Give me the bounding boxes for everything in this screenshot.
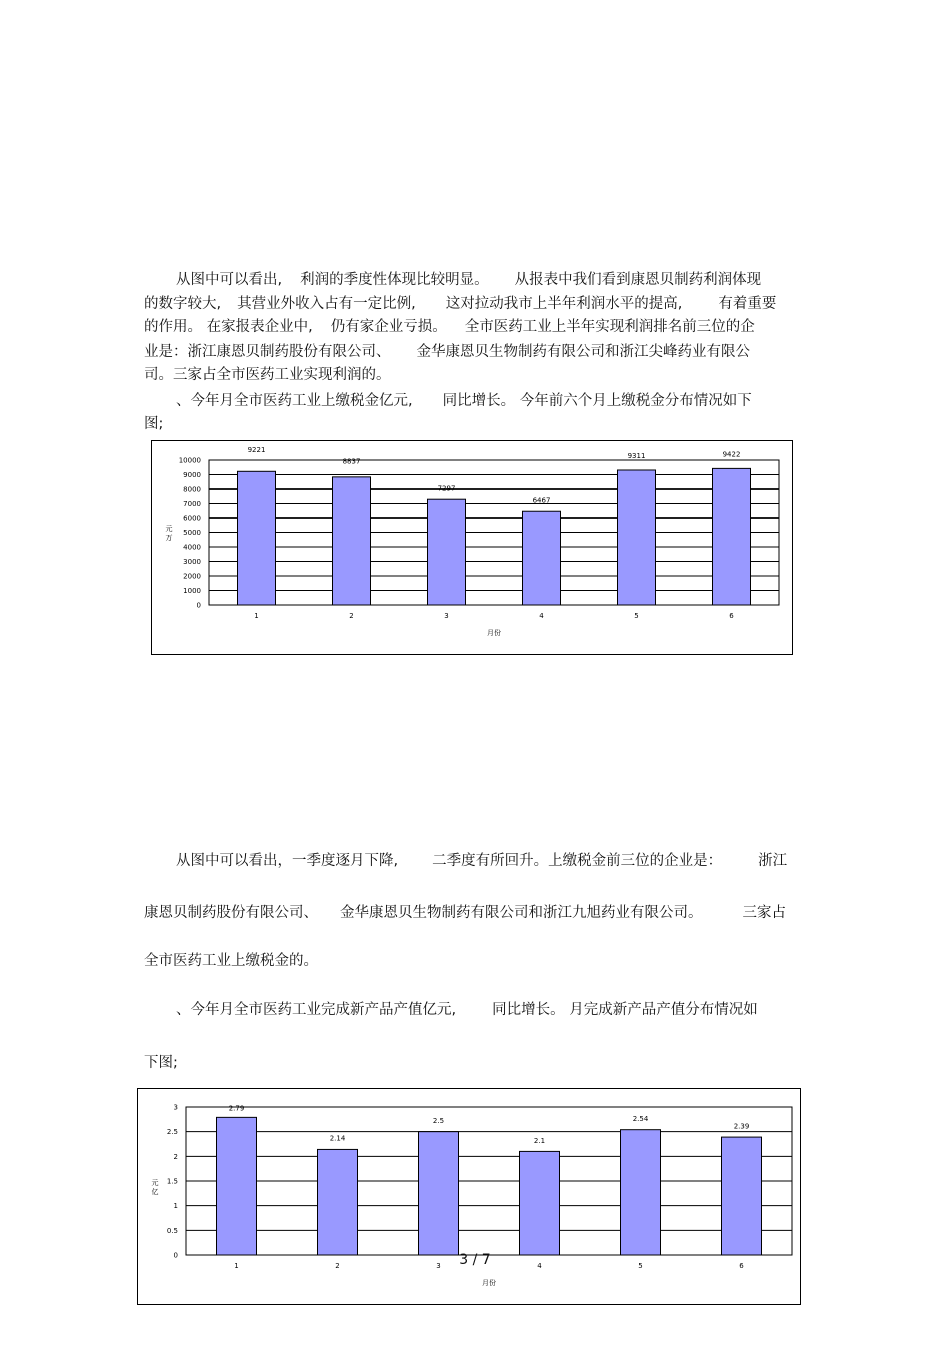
tax-chart: [151, 440, 793, 655]
bar-value-label: 9221: [247, 446, 266, 455]
para1-line3: 的作用。 在家报表企业中, 仍有家企业亏损。 全市医药工业上半年实现利润排名前三位的企: [144, 319, 755, 335]
para3-line3: 全市医药工业上缴税金的。: [144, 953, 318, 969]
bar: [238, 471, 276, 605]
bar: [318, 1149, 358, 1255]
bar: [333, 477, 371, 605]
para1-line2: 的数字较大, 其营业外收入占有一定比例, 这对拉动我市上半年利润水平的提高, 有着重要: [144, 296, 777, 312]
y-tick-label: 0.5: [166, 1226, 178, 1235]
x-tick-label: 1: [234, 1262, 239, 1270]
y-axis-label: 亿: [151, 1188, 159, 1196]
x-tick-label: 6: [729, 612, 734, 620]
para3-line2: 康恩贝制药股份有限公司、 金华康恩贝生物制药有限公司和浙江九旭药业有限公司。 三家占: [144, 905, 786, 921]
y-tick-label: 1: [173, 1202, 178, 1211]
x-tick-label: 6: [739, 1262, 744, 1270]
y-axis-label: 元: [165, 525, 173, 533]
para3-line1: 从图中可以看出，一季度逐月下降, 二季度有所回升。上缴税金前三位的企业是： 浙江: [176, 853, 788, 869]
bar-value-label: 6467: [532, 496, 551, 505]
bar: [713, 468, 751, 605]
bar-value-label: 2.79: [228, 1104, 245, 1113]
y-tick-label: 1.5: [166, 1177, 178, 1186]
x-tick-label: 5: [634, 612, 639, 620]
bar-value-label: 2.5: [432, 1117, 445, 1126]
bar-value-label: 8837: [342, 457, 361, 466]
y-tick-label: 9000: [183, 471, 201, 479]
x-tick-label: 4: [537, 1262, 542, 1270]
para4-line1: 、今年月全市医药工业完成新产品产值亿元, 同比增长。 月完成新产品产值分布情况如: [176, 1002, 758, 1018]
y-tick-label: 3: [173, 1103, 178, 1112]
y-tick-label: 10000: [178, 456, 201, 465]
x-tick-label: 5: [638, 1262, 643, 1270]
bar-value-label: 2.54: [632, 1115, 649, 1124]
para2-line2: 图;: [144, 416, 164, 432]
tax-chart-svg: [152, 441, 792, 654]
y-axis-label: 万: [165, 534, 173, 542]
new-product-chart-svg: [138, 1089, 800, 1304]
bar: [618, 470, 656, 605]
bar: [419, 1132, 459, 1255]
x-tick-label: 2: [335, 1262, 340, 1270]
bar: [217, 1117, 257, 1255]
y-tick-label: 7000: [183, 500, 201, 508]
bar: [523, 511, 561, 605]
bar: [621, 1130, 661, 1255]
x-tick-label: 2: [349, 612, 354, 620]
x-tick-label: 3: [436, 1262, 441, 1270]
x-tick-label: 3: [444, 612, 449, 620]
y-tick-label: 0: [173, 1251, 178, 1260]
bar-value-label: 7297: [437, 484, 456, 493]
y-axis-label: 元: [151, 1179, 159, 1187]
bar: [520, 1151, 560, 1255]
para4-line2: 下图;: [144, 1055, 178, 1071]
y-tick-label: 0: [196, 601, 201, 610]
x-tick-label: 1: [254, 612, 259, 620]
y-tick-label: 2000: [183, 572, 201, 581]
y-tick-label: 4000: [183, 543, 201, 552]
bar-value-label: 9422: [722, 450, 741, 459]
x-axis-label: 月份: [482, 1279, 496, 1287]
para1-line1: 从图中可以看出, 利润的季度性体现比较明显。 从报表中我们看到康恩贝制药利润体现: [176, 272, 762, 288]
y-tick-label: 3000: [183, 558, 201, 566]
bar: [722, 1137, 762, 1255]
new-product-chart: [137, 1088, 801, 1305]
x-axis-label: 月份: [487, 629, 501, 637]
para1-line4: 业是：浙江康恩贝制药股份有限公司、 金华康恩贝生物制药有限公司和浙江尖峰药业有限公: [144, 344, 750, 360]
para1-line5: 司。三家占全市医药工业实现利润的。: [144, 367, 391, 383]
y-tick-label: 2.5: [166, 1128, 178, 1137]
y-tick-label: 2: [173, 1152, 178, 1161]
bar-value-label: 2.1: [533, 1136, 546, 1145]
page-number: 3 / 7: [459, 1252, 491, 1268]
bar-value-label: 9311: [627, 452, 646, 461]
y-tick-label: 1000: [183, 587, 201, 595]
bar-value-label: 2.39: [733, 1122, 750, 1131]
x-tick-label: 4: [539, 612, 544, 620]
para2-line1: 、今年月全市医药工业上缴税金亿元, 同比增长。 今年前六个月上缴税金分布情况如下: [176, 393, 752, 409]
y-tick-label: 8000: [183, 485, 201, 494]
y-tick-label: 6000: [183, 514, 201, 523]
y-tick-label: 5000: [183, 529, 201, 537]
bar: [428, 499, 466, 605]
bar-value-label: 2.14: [329, 1134, 346, 1143]
